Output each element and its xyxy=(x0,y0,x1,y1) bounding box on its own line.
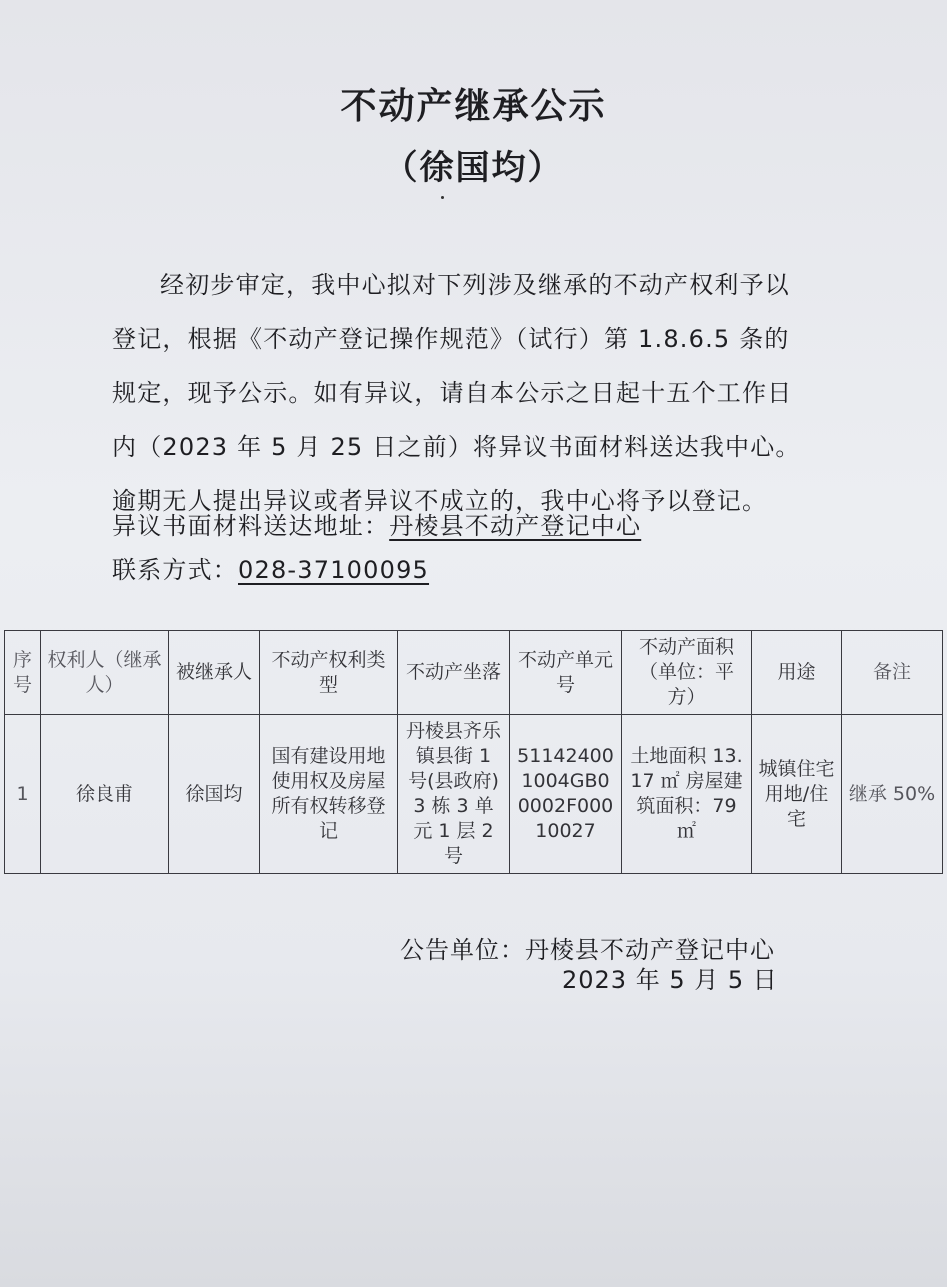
address-line xyxy=(112,506,641,541)
cell-rights-holder: 徐良甫 xyxy=(41,715,169,874)
notice-paragraph: 经初步审定，我中心拟对下列涉及继承的不动产权利予以登记，根据《不动产登记操作规范》（试行）第 1.8.6.5 条的规定，现予公示。如有异议，请自本公示之日起十五个工作日内（2023 年 5 月 25 日之前）将异议书面材料送达我中心。逾期无人提出异议或者异议不成立的，我中心将予以登记。 xyxy=(112,271,801,515)
inheritance-table xyxy=(4,630,943,874)
header-decedent: 被继承人 xyxy=(169,631,260,715)
header-right-type: 不动产权利类型 xyxy=(260,631,398,715)
table-header-row xyxy=(5,631,943,715)
cell-area: 土地面积 13.17 ㎡ 房屋建筑面积：79 ㎡ xyxy=(622,715,752,874)
header-remark: 备注 xyxy=(842,631,943,715)
header-rights-holder: 权利人（继承人） xyxy=(41,631,169,715)
cell-decedent: 徐国均 xyxy=(169,715,260,874)
page-title: 不动产继承公示 xyxy=(340,86,607,127)
cell-usage: 城镇住宅用地/住宅 xyxy=(752,715,842,874)
paper-speck xyxy=(441,196,444,199)
header-usage: 用途 xyxy=(752,631,842,715)
table-row xyxy=(5,715,943,874)
cell-unit-no: 511424001004GB00002F00010027 xyxy=(510,715,622,874)
header-location: 不动产坐落 xyxy=(398,631,510,715)
cell-location: 丹棱县齐乐镇县街 1 号(县政府)3 栋 3 单元 1 层 2 号 xyxy=(398,715,510,874)
contact-label: 联系方式： xyxy=(112,556,238,584)
footer-date: 2023 年 5 月 5 日 xyxy=(562,966,778,994)
header-seq: 序号 xyxy=(5,631,41,715)
cell-remark: 继承 50% xyxy=(842,715,943,874)
footer-org: 公告单位：丹棱县不动产登记中心 xyxy=(400,936,775,964)
contact-value: 028-37100095 xyxy=(238,556,430,584)
address-label: 异议书面材料送达地址： xyxy=(112,512,390,540)
address-value: 丹棱县不动产登记中心 xyxy=(389,512,642,540)
contact-line xyxy=(112,550,429,585)
notice-body xyxy=(112,258,802,528)
page-subtitle: （徐国均） xyxy=(383,148,564,188)
cell-right-type: 国有建设用地使用权及房屋所有权转移登记 xyxy=(260,715,398,874)
header-area: 不动产面积（单位：平方） xyxy=(622,631,752,715)
cell-seq: 1 xyxy=(5,715,41,874)
header-unit-no: 不动产单元号 xyxy=(510,631,622,715)
